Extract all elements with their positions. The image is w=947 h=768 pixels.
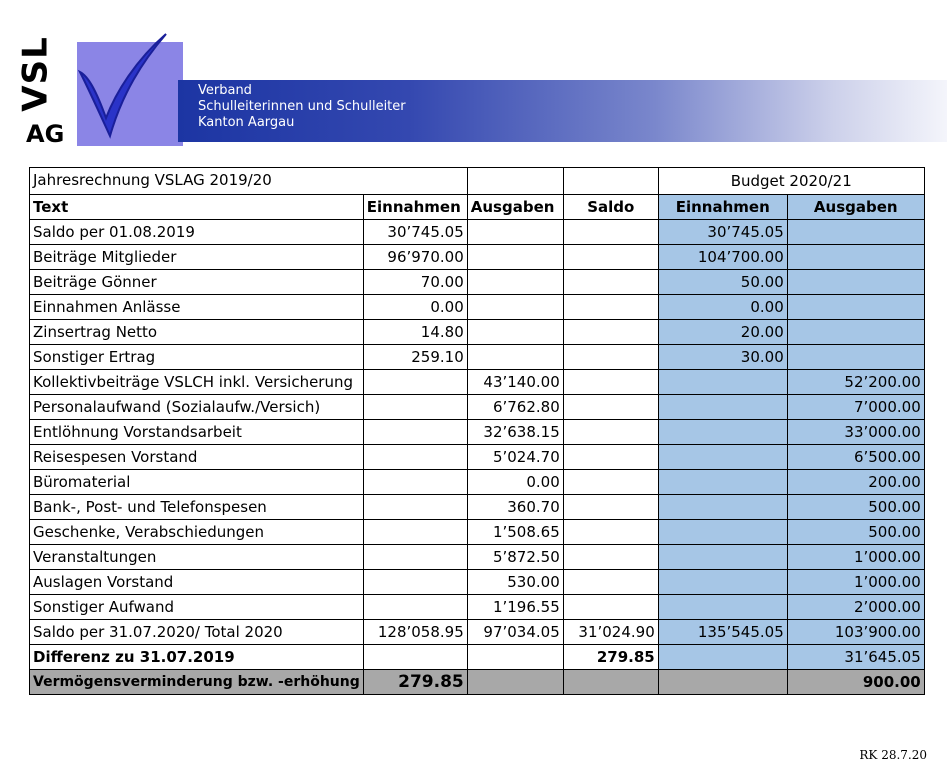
header-row <box>30 195 925 220</box>
cell-ausgaben <box>467 320 563 345</box>
cell-budget-einnahmen: 135’545.05 <box>658 620 787 645</box>
cell-einnahmen <box>363 495 467 520</box>
cell-einnahmen <box>363 470 467 495</box>
table-row <box>30 470 925 495</box>
cell-budget-einnahmen <box>658 395 787 420</box>
cell-saldo <box>563 545 658 570</box>
cell-ausgaben: 530.00 <box>467 570 563 595</box>
cell-budget-ausgaben: 500.00 <box>787 520 924 545</box>
cell-einnahmen: 14.80 <box>363 320 467 345</box>
row-label: Sonstiger Ertrag <box>30 345 364 370</box>
empty-cell <box>563 670 658 695</box>
cell-budget-ausgaben: 1’000.00 <box>787 570 924 595</box>
cell-budget-einnahmen: 20.00 <box>658 320 787 345</box>
table-row <box>30 520 925 545</box>
table-row <box>30 245 925 270</box>
cell-saldo <box>563 520 658 545</box>
cell-ausgaben: 97’034.05 <box>467 620 563 645</box>
cell-saldo <box>563 245 658 270</box>
cell-einnahmen: 0.00 <box>363 295 467 320</box>
table-row <box>30 570 925 595</box>
empty-cell <box>658 670 787 695</box>
row-label: Personalaufwand (Sozialaufw./Versich) <box>30 395 364 420</box>
wealth-change-budget: 900.00 <box>787 670 924 695</box>
cell-einnahmen: 259.10 <box>363 345 467 370</box>
wealth-change-row <box>30 670 925 695</box>
banner-line-schulleiter: Schulleiterinnen und Schulleiter <box>198 99 406 114</box>
title-empty-cell <box>563 168 658 195</box>
row-label: Kollektivbeiträge VSLCH inkl. Versicherung <box>30 370 364 395</box>
table-row <box>30 370 925 395</box>
table-row <box>30 320 925 345</box>
cell-budget-ausgaben: 2’000.00 <box>787 595 924 620</box>
cell-saldo <box>563 345 658 370</box>
cell-ausgaben <box>467 270 563 295</box>
cell-ausgaben: 5’872.50 <box>467 545 563 570</box>
table-row <box>30 270 925 295</box>
cell-budget-einnahmen: 30.00 <box>658 345 787 370</box>
cell-ausgaben: 32’638.15 <box>467 420 563 445</box>
cell-budget-einnahmen <box>658 470 787 495</box>
cell-ausgaben <box>467 220 563 245</box>
cell-saldo <box>563 570 658 595</box>
cell-ausgaben <box>467 295 563 320</box>
cell-einnahmen <box>363 395 467 420</box>
cell-einnahmen <box>363 570 467 595</box>
row-label: Einnahmen Anlässe <box>30 295 364 320</box>
header-text: Text <box>30 195 364 220</box>
cell-saldo <box>563 495 658 520</box>
header-einnahmen: Einnahmen <box>363 195 467 220</box>
cell-budget-einnahmen: 104’700.00 <box>658 245 787 270</box>
cell-einnahmen: 96’970.00 <box>363 245 467 270</box>
cell-budget-einnahmen: 50.00 <box>658 270 787 295</box>
cell-ausgaben <box>467 345 563 370</box>
cell-budget-einnahmen <box>658 495 787 520</box>
row-label: Reisespesen Vorstand <box>30 445 364 470</box>
table-row <box>30 295 925 320</box>
banner-line-verband: Verband <box>198 83 252 98</box>
row-label: Beiträge Mitglieder <box>30 245 364 270</box>
empty-cell <box>467 670 563 695</box>
table-row <box>30 420 925 445</box>
cell-ausgaben: 43’140.00 <box>467 370 563 395</box>
difference-row <box>30 645 925 670</box>
cell-einnahmen: 30’745.05 <box>363 220 467 245</box>
cell-budget-einnahmen: 0.00 <box>658 295 787 320</box>
empty-cell <box>363 645 467 670</box>
cell-budget-ausgaben: 33’000.00 <box>787 420 924 445</box>
cell-saldo <box>563 270 658 295</box>
title-empty-cell <box>467 168 563 195</box>
row-label: Saldo per 31.07.2020/ Total 2020 <box>30 620 364 645</box>
banner-line-kanton: Kanton Aargau <box>198 115 295 130</box>
cell-budget-ausgaben: 6’500.00 <box>787 445 924 470</box>
cell-saldo <box>563 445 658 470</box>
cell-ausgaben: 1’196.55 <box>467 595 563 620</box>
cell-einnahmen <box>363 445 467 470</box>
table-row <box>30 620 925 645</box>
cell-budget-ausgaben: 200.00 <box>787 470 924 495</box>
header-ausgaben: Ausgaben <box>467 195 563 220</box>
cell-einnahmen: 128’058.95 <box>363 620 467 645</box>
row-label: Zinsertrag Netto <box>30 320 364 345</box>
header-saldo: Saldo <box>563 195 658 220</box>
cell-einnahmen <box>363 420 467 445</box>
cell-budget-einnahmen <box>658 370 787 395</box>
cell-einnahmen <box>363 595 467 620</box>
cell-ausgaben: 5’024.70 <box>467 445 563 470</box>
logo-ag-text: AG <box>26 120 65 148</box>
cell-budget-einnahmen <box>658 595 787 620</box>
table-row <box>30 345 925 370</box>
row-label: Saldo per 01.08.2019 <box>30 220 364 245</box>
cell-budget-ausgaben: 1’000.00 <box>787 545 924 570</box>
vslag-logo <box>15 32 167 150</box>
budget-title: Budget 2020/21 <box>658 168 924 195</box>
table-row <box>30 545 925 570</box>
cell-budget-einnahmen: 30’745.05 <box>658 220 787 245</box>
cell-einnahmen <box>363 545 467 570</box>
cell-saldo <box>563 320 658 345</box>
financial-table <box>29 167 925 695</box>
cell-saldo <box>563 395 658 420</box>
difference-budget-ausgaben: 31’645.05 <box>787 645 924 670</box>
header-budget-ausgaben: Ausgaben <box>787 195 924 220</box>
row-label: Auslagen Vorstand <box>30 570 364 595</box>
row-label: Veranstaltungen <box>30 545 364 570</box>
cell-budget-ausgaben <box>787 270 924 295</box>
cell-saldo <box>563 595 658 620</box>
row-label: Sonstiger Aufwand <box>30 595 364 620</box>
cell-budget-einnahmen <box>658 520 787 545</box>
cell-budget-ausgaben <box>787 320 924 345</box>
row-label: Beiträge Gönner <box>30 270 364 295</box>
wealth-change-value: 279.85 <box>363 670 467 695</box>
table-row <box>30 220 925 245</box>
wealth-change-label: Vermögensverminderung bzw. -erhöhung <box>30 670 364 695</box>
empty-cell <box>467 645 563 670</box>
cell-budget-ausgaben: 103’900.00 <box>787 620 924 645</box>
table-row <box>30 595 925 620</box>
cell-saldo <box>563 295 658 320</box>
title-row <box>30 168 925 195</box>
cell-saldo <box>563 220 658 245</box>
empty-cell <box>658 645 787 670</box>
row-label: Entlöhnung Vorstandsarbeit <box>30 420 364 445</box>
footer-note: RK 28.7.20 <box>859 748 927 762</box>
table-title: Jahresrechnung VSLAG 2019/20 <box>30 168 468 195</box>
cell-einnahmen <box>363 370 467 395</box>
difference-label: Differenz zu 31.07.2019 <box>30 645 364 670</box>
cell-ausgaben: 6’762.80 <box>467 395 563 420</box>
cell-ausgaben: 1’508.65 <box>467 520 563 545</box>
cell-budget-ausgaben <box>787 345 924 370</box>
table-row <box>30 495 925 520</box>
cell-budget-ausgaben: 500.00 <box>787 495 924 520</box>
logo-vsl-text: VSL <box>15 36 56 112</box>
cell-budget-ausgaben <box>787 245 924 270</box>
row-label: Büromaterial <box>30 470 364 495</box>
cell-saldo <box>563 420 658 445</box>
cell-budget-einnahmen <box>658 420 787 445</box>
table-row <box>30 395 925 420</box>
cell-ausgaben <box>467 245 563 270</box>
cell-saldo <box>563 470 658 495</box>
cell-budget-ausgaben <box>787 220 924 245</box>
cell-saldo <box>563 370 658 395</box>
cell-einnahmen <box>363 520 467 545</box>
cell-budget-einnahmen <box>658 445 787 470</box>
difference-saldo: 279.85 <box>563 645 658 670</box>
cell-budget-ausgaben <box>787 295 924 320</box>
cell-budget-einnahmen <box>658 545 787 570</box>
row-label: Bank-, Post- und Telefonspesen <box>30 495 364 520</box>
header-budget-einnahmen: Einnahmen <box>658 195 787 220</box>
table-row <box>30 445 925 470</box>
checkmark-icon <box>62 32 172 142</box>
cell-budget-einnahmen <box>658 570 787 595</box>
cell-ausgaben: 360.70 <box>467 495 563 520</box>
cell-budget-ausgaben: 52’200.00 <box>787 370 924 395</box>
row-label: Geschenke, Verabschiedungen <box>30 520 364 545</box>
cell-budget-ausgaben: 7’000.00 <box>787 395 924 420</box>
cell-saldo: 31’024.90 <box>563 620 658 645</box>
cell-ausgaben: 0.00 <box>467 470 563 495</box>
cell-einnahmen: 70.00 <box>363 270 467 295</box>
